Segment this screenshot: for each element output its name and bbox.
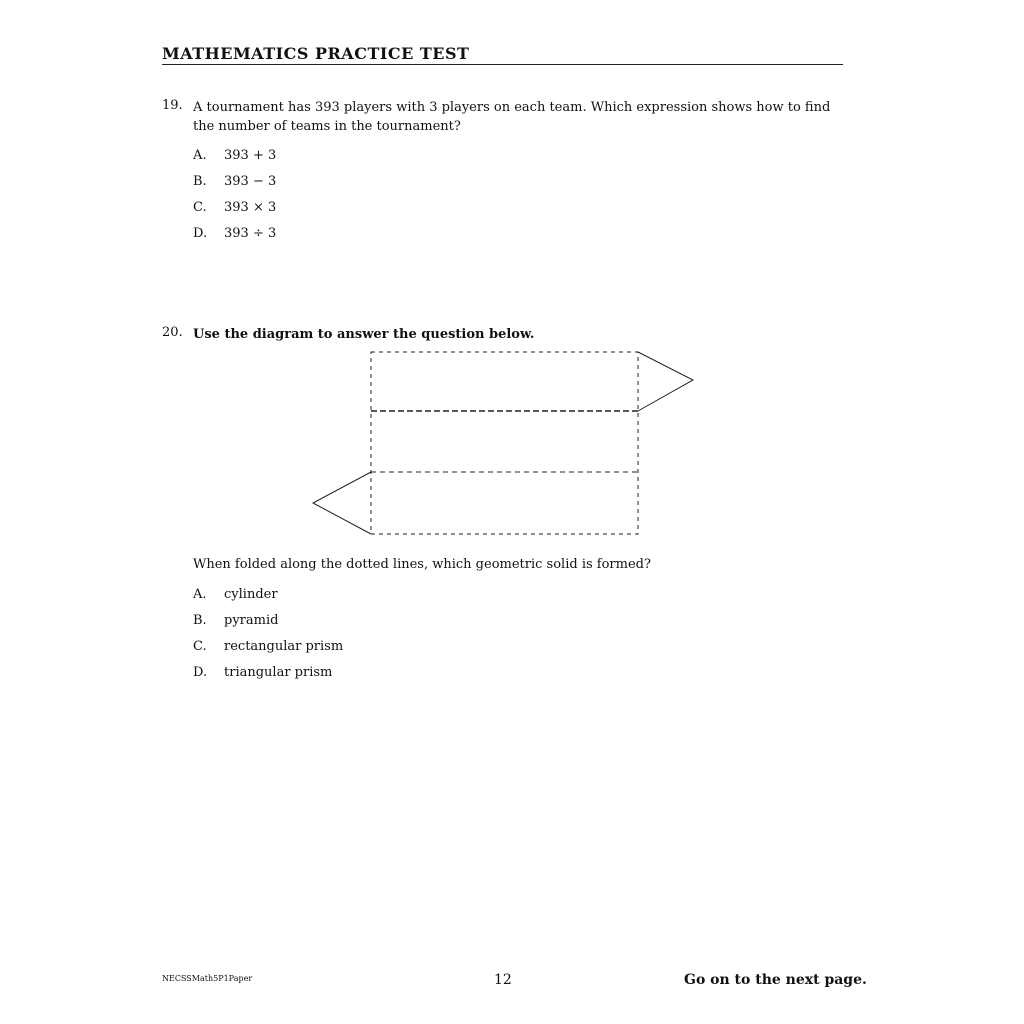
page-title: MATHEMATICS PRACTICE TEST	[162, 44, 470, 63]
q19-option-d-letter: D.	[193, 226, 208, 241]
question-20-text: When folded along the dotted lines, which geometric solid is formed?	[193, 557, 651, 572]
q20-option-b-text: pyramid	[224, 613, 279, 628]
question-19-text: A tournament has 393 players with 3 players on each team. Which expression shows how to find the number of teams in the tournament?	[193, 100, 831, 134]
q19-option-a-text: 393 + 3	[224, 148, 277, 163]
question-20-prompt: Use the diagram to answer the question below.	[193, 327, 535, 342]
q19-option-d-text: 393 ÷ 3	[224, 226, 277, 241]
question-19-number: 19.	[162, 98, 183, 113]
footer-form-code: NECSSMath5P1Paper	[162, 974, 253, 983]
q20-option-d-letter: D.	[193, 665, 208, 680]
q19-option-a-letter: A.	[193, 148, 207, 163]
question-20-number: 20.	[162, 325, 183, 340]
next-page-notice: Go on to the next page.	[684, 972, 867, 988]
q20-option-c-letter: C.	[193, 639, 207, 654]
net-left-triangle	[313, 472, 371, 534]
q20-option-c-text: rectangular prism	[224, 639, 344, 654]
page-number: 12	[494, 972, 512, 988]
q19-option-c-text: 393 × 3	[224, 200, 277, 215]
net-right-triangle	[638, 352, 693, 411]
q20-option-d-text: triangular prism	[224, 665, 333, 680]
net-outer-boundary	[371, 352, 638, 534]
q19-option-b-text: 393 − 3	[224, 174, 277, 189]
q20-option-b-letter: B.	[193, 613, 207, 628]
q19-option-b-letter: B.	[193, 174, 207, 189]
q20-option-a-text: cylinder	[224, 587, 278, 602]
q19-option-c-letter: C.	[193, 200, 207, 215]
q20-option-a-letter: A.	[193, 587, 207, 602]
